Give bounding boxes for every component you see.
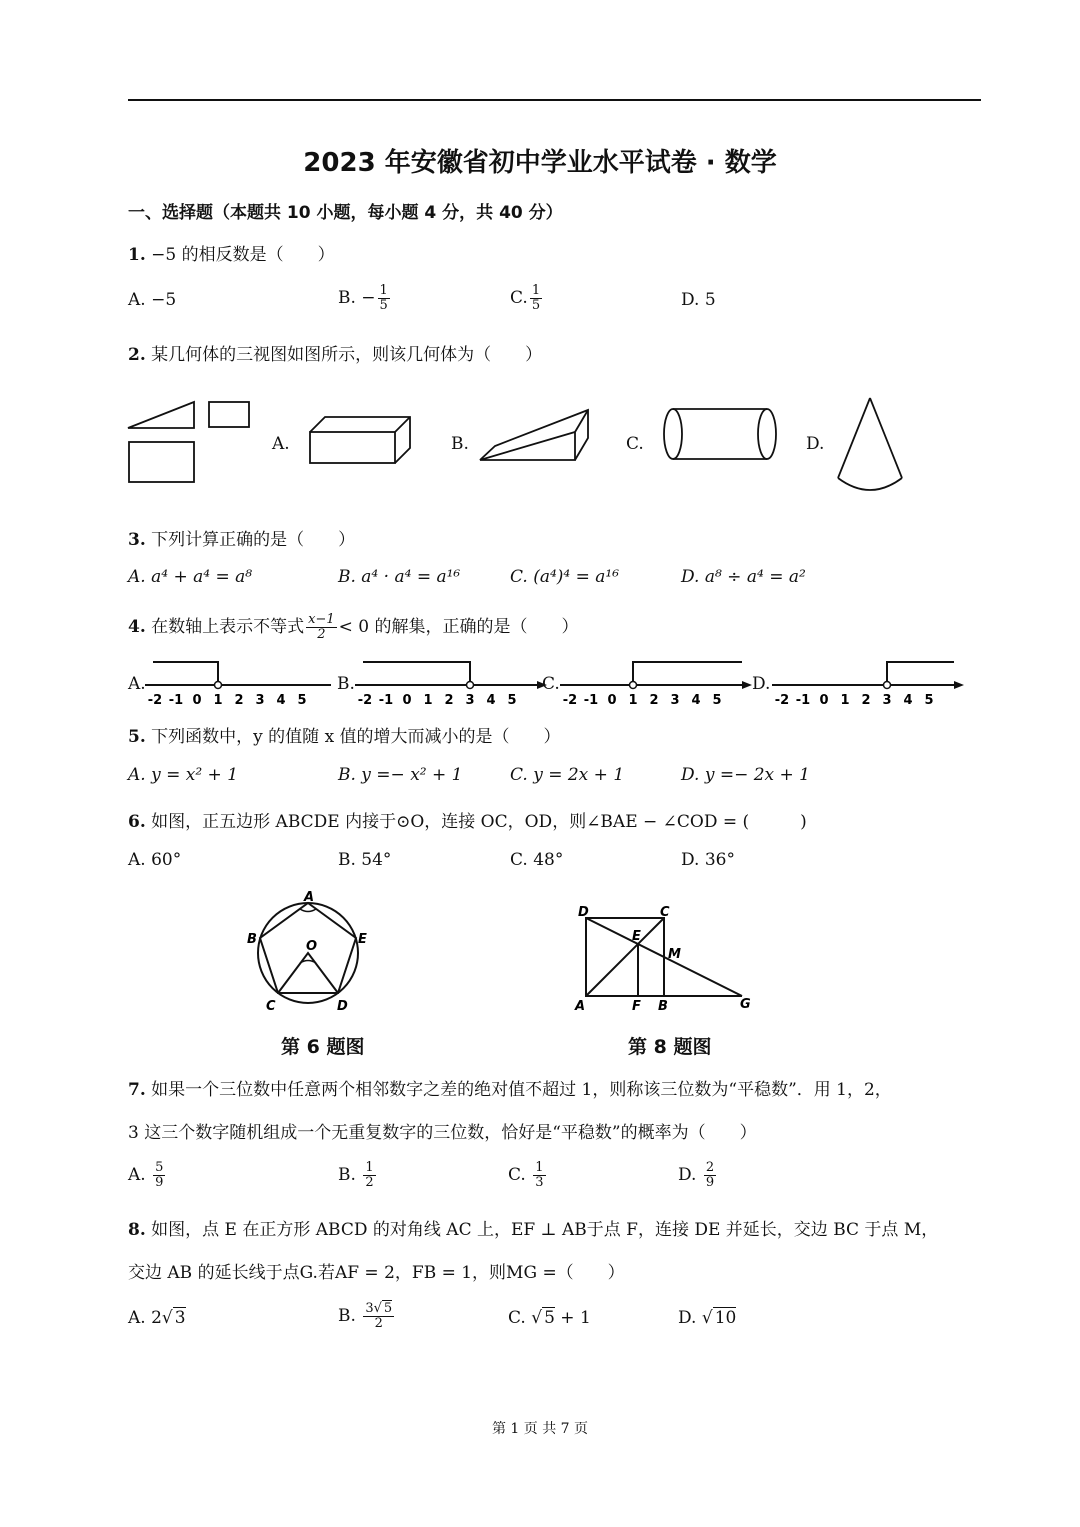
q8-option-a: A. 2√ 3: [128, 1308, 186, 1328]
tick-label: 0: [192, 693, 202, 708]
open-circle: [884, 682, 891, 689]
label-d: D: [578, 905, 589, 920]
q5-option-d: D. y =− 2x + 1: [681, 765, 811, 785]
label-g: G: [740, 997, 751, 1012]
q8-option-d: D. √ 10: [678, 1308, 737, 1328]
segments-oc-od: [278, 953, 338, 993]
axis-arrow: [954, 681, 964, 689]
tick-label: 1: [423, 693, 433, 708]
q8-option-c: C. √ 5 + 1: [508, 1308, 591, 1328]
option-b-wedge: [480, 410, 588, 460]
q1-option-a: A. −5: [128, 290, 177, 310]
solution-ray: [363, 662, 470, 681]
label-e: E: [358, 932, 367, 947]
tick-label: -2: [147, 693, 163, 708]
q6-option-b: B. 54°: [338, 850, 392, 870]
tick-label: -1: [168, 693, 184, 708]
figure-8-caption: 第 8 题图: [628, 1036, 712, 1058]
tick-label: 4: [276, 693, 286, 708]
q2-figures: [120, 390, 920, 500]
tick-label: 1: [628, 693, 638, 708]
label-m: M: [668, 947, 681, 962]
open-circle: [215, 682, 222, 689]
question-4: 4. 在数轴上表示不等式 $\frac{x-1}{2}$ < 0 的解集，正确的是（ ）: [128, 612, 579, 642]
side-view-rect: [209, 402, 249, 427]
q7-option-b: B. $\frac{1}{2}$: [338, 1160, 374, 1190]
tick-label: 3: [882, 693, 892, 708]
tick-label: 5: [712, 693, 722, 708]
label-c: C: [660, 905, 670, 920]
question-8-line-1: 8. 如图，点 E 在正方形 ABCD 的对角线 AC 上，EF ⊥ AB于点 F，连接 DE 并延长，交边 BC 于点 M，: [128, 1220, 939, 1240]
q1-option-d: D. 5: [681, 290, 716, 310]
tick-label: 5: [507, 693, 517, 708]
q8-option-b: B. $\frac{3√ 5}{2}$: [338, 1301, 393, 1331]
q2-option-c-label: C.: [626, 434, 644, 454]
figure-8-square: [570, 900, 760, 1015]
q7-option-a: A. $\frac{5}{9}$: [128, 1160, 164, 1190]
q6-option-d: D. 36°: [681, 850, 735, 870]
tick-label: -1: [795, 693, 811, 708]
solution-ray: [887, 662, 954, 681]
q4-option-b-label: B.: [337, 674, 355, 694]
tick-label: 3: [465, 693, 475, 708]
q7-option-c: C. $\frac{1}{3}$: [508, 1160, 544, 1190]
tick-label: 4: [486, 693, 496, 708]
diagonal-ac: [586, 918, 664, 996]
q5-option-c: C. y = 2x + 1: [510, 765, 625, 785]
q1-option-c: C. $\frac{1}{5}$: [510, 283, 541, 313]
question-1: 1. −5 的相反数是（ ）: [128, 245, 335, 265]
top-rule: [128, 99, 981, 101]
q4-option-a-label: A.: [128, 674, 146, 694]
q5-option-b: B. y =− x² + 1: [338, 765, 463, 785]
page-title: 2023 年安徽省初中学业水平试卷 · 数学: [303, 148, 777, 178]
q4-option-c-label: C.: [542, 674, 560, 694]
tick-label: -2: [562, 693, 578, 708]
tick-label: 4: [903, 693, 913, 708]
option-a-cuboid: [310, 417, 410, 463]
question-8-line-2: 交边 AB 的延长线于点G.若AF = 2，FB = 1，则MG =（ ）: [128, 1263, 625, 1283]
label-a: A: [304, 890, 315, 905]
question-2: 2. 某几何体的三视图如图所示，则该几何体为（ ）: [128, 345, 543, 365]
tick-label: -1: [583, 693, 599, 708]
q6-option-c: C. 48°: [510, 850, 564, 870]
open-circle: [630, 682, 637, 689]
q2-option-d-label: D.: [806, 434, 825, 454]
label-o: O: [306, 939, 318, 954]
solution-ray: [153, 662, 218, 681]
figure-6-pentagon: [240, 888, 380, 1018]
tick-label: 5: [297, 693, 307, 708]
label-b: B: [658, 999, 668, 1014]
label-d: D: [337, 999, 348, 1014]
open-circle: [467, 682, 474, 689]
tick-label: -1: [378, 693, 394, 708]
front-view-triangle: [128, 402, 194, 428]
tick-label: 2: [234, 693, 244, 708]
tick-label: 3: [670, 693, 680, 708]
tick-label: 2: [649, 693, 659, 708]
tick-label: -2: [774, 693, 790, 708]
question-6: 6. 如图，正五边形 ABCDE 内接于⊙O，连接 OC，OD，则∠BAE − ∠COD = ( ): [128, 812, 807, 832]
label-a: A: [575, 999, 586, 1014]
q2-option-b-label: B.: [451, 434, 469, 454]
solution-ray: [633, 662, 742, 681]
question-7-line-2: 3 这三个数字随机组成一个无重复数字的三位数，恰好是“平稳数”的概率为（ ）: [128, 1123, 757, 1143]
axis-arrow: [742, 681, 752, 689]
q3-option-d: D. a⁸ ÷ a⁴ = a²: [681, 567, 806, 587]
q6-option-a: A. 60°: [128, 850, 182, 870]
tick-label: 0: [402, 693, 412, 708]
tick-label: -2: [357, 693, 373, 708]
label-f: F: [632, 999, 641, 1014]
label-c: C: [266, 999, 276, 1014]
q1-option-b: B. − $\frac{1}{5}$: [338, 283, 388, 313]
figure-6-caption: 第 6 题图: [281, 1036, 365, 1058]
question-3: 3. 下列计算正确的是（ ）: [128, 530, 356, 550]
tick-label: 0: [607, 693, 617, 708]
q7-option-d: D. $\frac{2}{9}$: [678, 1160, 715, 1190]
tick-label: 2: [861, 693, 871, 708]
page-footer: 第 1 页 共 7 页: [491, 1421, 589, 1437]
option-d-cone: [838, 398, 902, 490]
q3-option-a: A. a⁴ + a⁴ = a⁸: [128, 567, 253, 587]
q3-option-c: C. (a⁴)⁴ = a¹⁶: [510, 567, 620, 587]
tick-label: 5: [924, 693, 934, 708]
question-5: 5. 下列函数中，y 的值随 x 值的增大而减小的是（ ）: [128, 727, 561, 747]
top-view-rect: [129, 442, 194, 482]
section-heading: 一、选择题（本题共 10 小题，每小题 4 分，共 40 分）: [128, 203, 563, 223]
label-e: E: [632, 929, 641, 944]
question-7-line-1: 7. 如果一个三位数中任意两个相邻数字之差的绝对值不超过 1，则称该三位数为“平稳数”．用 1，2，: [128, 1080, 892, 1100]
tick-label: 2: [444, 693, 454, 708]
q4-option-d-label: D.: [752, 674, 771, 694]
q2-option-a-label: A.: [272, 434, 290, 454]
option-c-cylinder: [664, 409, 776, 459]
tick-label: 3: [255, 693, 265, 708]
tick-label: 4: [691, 693, 701, 708]
label-b: B: [247, 932, 257, 947]
tick-label: 1: [213, 693, 223, 708]
q5-option-a: A. y = x² + 1: [128, 765, 239, 785]
tick-label: 0: [819, 693, 829, 708]
q3-option-b: B. a⁴ · a⁴ = a¹⁶: [338, 567, 461, 587]
tick-label: 1: [840, 693, 850, 708]
